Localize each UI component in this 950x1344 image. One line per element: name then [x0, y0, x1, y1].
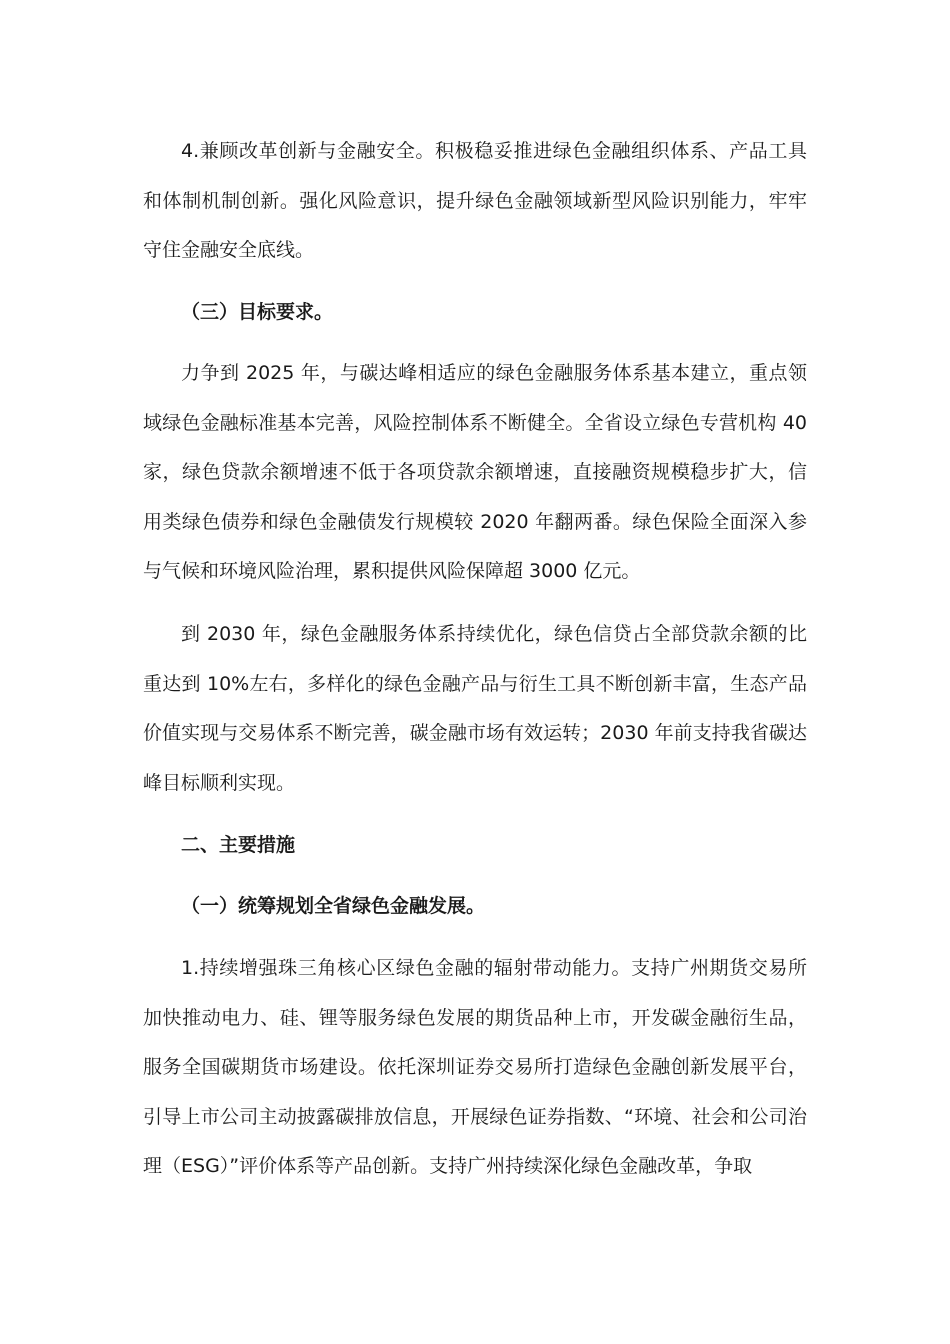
paragraph-2025-goals: 力争到 2025 年，与碳达峰相适应的绿色金融服务体系基本建立，重点领域绿色金融标准基本完善，风险控制体系不断健全。全省设立绿色专营机构 40 家，绿色贷款余额增速不低于各项贷款余额增速，直接融资规模稳步扩大，信用类绿色债券和绿色金融债发行规模较 2020 年翻两番。绿色保险全面深入参与气候和环境风险治理，累积提供风险保障超 3000 亿元。 [143, 362, 807, 582]
heading-main-measures: 二、主要措施 [181, 834, 296, 856]
paragraph-pearl-river-delta: 1.持续增强珠三角核心区绿色金融的辐射带动能力。支持广州期货交易所加快推动电力、硅、锂等服务绿色发展的期货品种上市，开发碳金融衍生品，服务全国碳期货市场建设。依托深圳证券交易所打造绿色金融创新发展平台，引导上市公司主动披露碳排放信息，开展绿色证券指数、“环境、社会和公司治理（ESG）”评价体系等产品创新。支持广州持续深化绿色金融改革，争取 [143, 957, 807, 1177]
heading-overall-planning: （一）统筹规划全省绿色金融发展。 [181, 895, 486, 917]
heading-goal-requirements: （三）目标要求。 [181, 301, 334, 323]
paragraph-balance-reform-security: 4.兼顾改革创新与金融安全。积极稳妥推进绿色金融组织体系、产品工具和体制机制创新。强化风险意识，提升绿色金融领域新型风险识别能力，牢牢守住金融安全底线。 [143, 140, 807, 261]
paragraph-2030-goals: 到 2030 年，绿色金融服务体系持续优化，绿色信贷占全部贷款余额的比重达到 10%左右，多样化的绿色金融产品与衍生工具不断创新丰富，生态产品价值实现与交易体系不断完善，碳金融市场有效运转；2030 年前支持我省碳达峰目标顺利实现。 [143, 623, 807, 794]
